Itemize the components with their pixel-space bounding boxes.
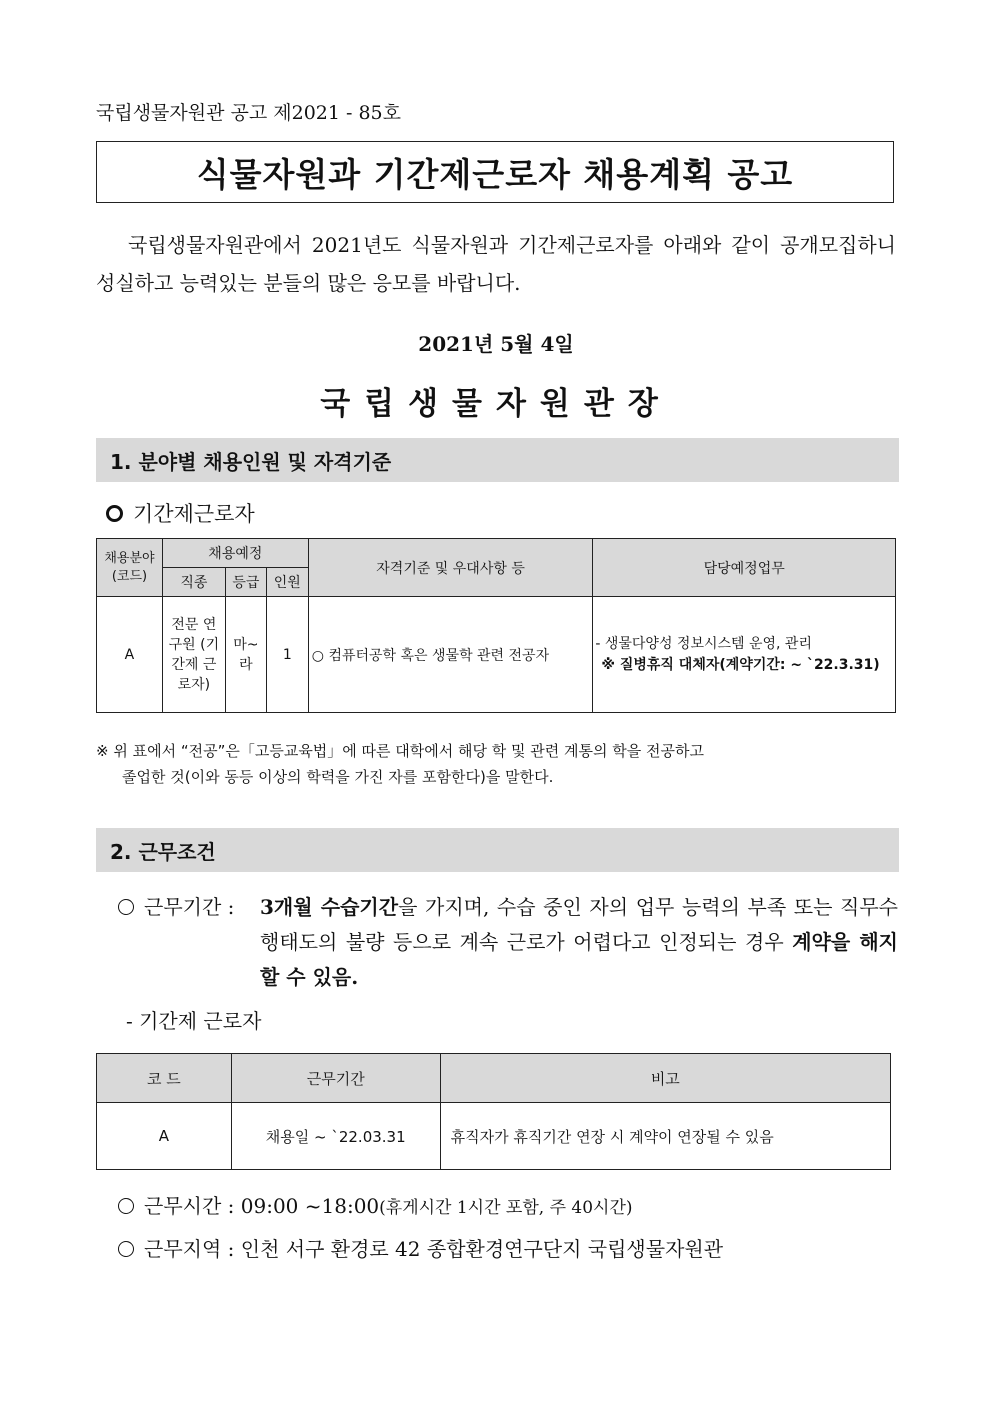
notice-number: 국립생물자원관 공고 제2021 - 85호 (96, 102, 402, 124)
bullet-circle-icon (118, 1198, 134, 1214)
header-job: 직종 (162, 568, 225, 597)
recruitment-table (96, 538, 896, 713)
work-period-text: 3개월 수습기간을 가지며, 수습 중인 자의 업무 능력의 부족 또는 직무수행태도의 불량 등으로 계속 근로가 어렵다고 인정되는 경우 계약을 해지 할 수 있음. (260, 895, 898, 989)
work-location-value: 인천 서구 환경로 42 종합환경연구단지 국립생물자원관 (240, 1237, 724, 1261)
cell-grade: 마~ 라 (225, 597, 266, 713)
table-note (96, 738, 896, 790)
cell-duty (593, 597, 896, 713)
subtitle-text: 기간제근로자 (133, 502, 255, 526)
cell-remark: 휴직자가 휴직기간 연장 시 계약이 연장될 수 있음 (440, 1103, 890, 1170)
header-field: 채용분야 (코드) (97, 539, 163, 597)
section1-subtitle (106, 498, 255, 528)
notice-date: 2021년 5월 4일 (418, 332, 574, 356)
bullet-circle-icon (118, 899, 134, 915)
header-period: 근무기간 (231, 1054, 440, 1103)
dash-label: - 기간제 근로자 (126, 1009, 262, 1033)
cell-code: A (97, 1103, 232, 1170)
section2-header: 2. 근무조건 (96, 828, 899, 872)
header-count: 인원 (266, 568, 308, 597)
intro-text: 국립생물자원관에서 2021년도 식물자원과 기간제근로자를 아래와 같이 공개모집하니 성실하고 능력있는 분들의 많은 응모를 바랍니다. (96, 233, 896, 295)
duty-note: ※ 질병휴직 대체자(계약기간: ~ `22.3.31) (601, 656, 880, 673)
work-hours-label: 근무시간 : (144, 1194, 235, 1218)
work-period-table (96, 1053, 891, 1170)
header-duty: 담당예정업무 (593, 539, 896, 597)
bullet-circle-icon (118, 1241, 134, 1257)
page-title: 식물자원과 기간제근로자 채용계획 공고 (96, 141, 894, 203)
issuer-name: 국립생물자원관장 (320, 386, 672, 422)
termination-emphasis: 계약을 해지 할 수 있음. (260, 930, 898, 989)
header-grade: 등급 (225, 568, 266, 597)
work-location-line (118, 1233, 723, 1262)
work-hours-value: 09:00 ~18:00 (240, 1194, 380, 1218)
cell-count: 1 (266, 597, 308, 713)
header-plan: 채용예정 (162, 539, 308, 568)
cell-code: A (97, 597, 163, 713)
header-code: 코 드 (97, 1054, 232, 1103)
work-hours-note: (휴게시간 1시간 포함, 주 40시간) (379, 1198, 633, 1218)
cell-job: 전문 연구원 (기간제 근로자) (162, 597, 225, 713)
section1-header: 1. 분야별 채용인원 및 자격기준 (96, 438, 899, 482)
work-location-label: 근무지역 : (144, 1237, 235, 1261)
note-line: 졸업한 것(이와 동등 이상의 학력을 가진 자를 포함한다)을 말한다. (122, 768, 554, 786)
work-period-label: 근무기간 : (118, 890, 234, 925)
header-qualification: 자격기준 및 우대사항 등 (308, 539, 593, 597)
duty-line: - 생물다양성 정보시스템 운영, 관리 (595, 635, 812, 652)
cell-qualification: ○ 컴퓨터공학 혹은 생물학 관련 전공자 (308, 597, 593, 713)
bullet-ring-icon (106, 505, 123, 522)
note-line: ※ 위 표에서 “전공”은「고등교육법」에 따른 대학에서 해당 학 및 관련 계통의 학을 전공하고 (96, 742, 704, 760)
table-row (97, 597, 896, 713)
table-row (97, 1103, 891, 1170)
intro-paragraph (96, 226, 896, 302)
cell-period: 채용일 ~ `22.03.31 (231, 1103, 440, 1170)
probation-emphasis: 3개월 수습기간 (260, 895, 399, 919)
work-hours-line (118, 1190, 633, 1219)
work-period-block (118, 890, 898, 995)
header-remark: 비고 (440, 1054, 890, 1103)
